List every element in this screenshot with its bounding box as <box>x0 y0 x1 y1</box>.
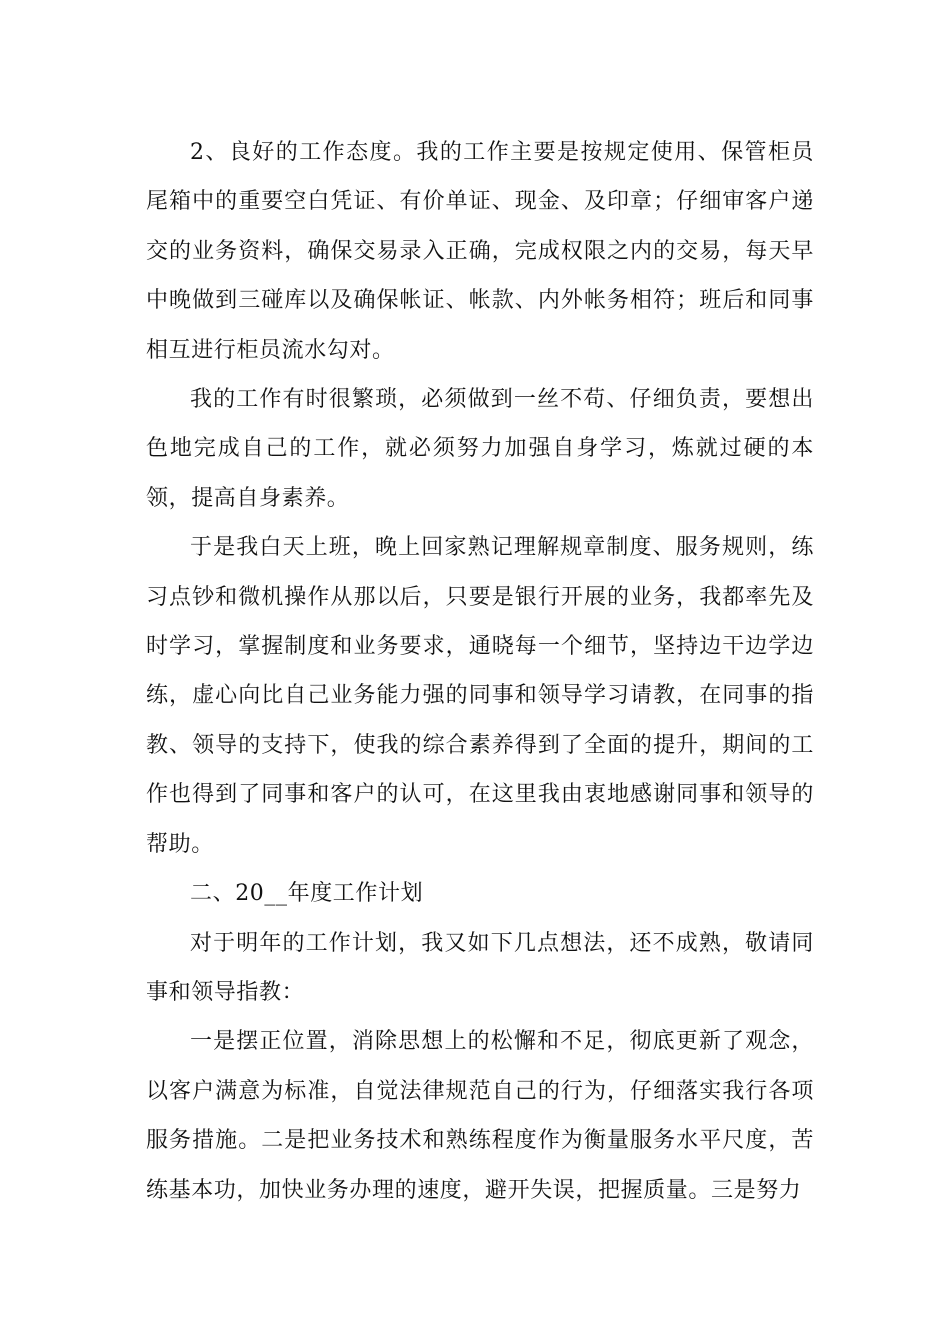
paragraph-diligence: 我的工作有时很繁琐，必须做到一丝不苟、仔细负责，要想出色地完成自己的工作，就必须努力加强自身学习，炼就过硬的本领，提高自身素养。 <box>146 387 814 511</box>
paragraph-plan-items: 一是摆正位置，消除思想上的松懈和不足，彻底更新了观念，以客户满意为标准，自觉法律规范自己的行为，仔细落实我行各项服务措施。二是把业务技术和熟练程度作为衡量服务水平尺度，苦练基本功，加快业务办理的速度，避开失误，把握质量。三是努力 <box>146 1029 814 1203</box>
section-heading-work-plan: 二、20__年度工作计划 <box>190 881 424 907</box>
paragraph-study: 于是我白天上班，晚上回家熟记理解规章制度、服务规则，练习点钞和微机操作从那以后，只要是银行开展的业务，我都率先及时学习，掌握制度和业务要求，通晓每一个细节，坚持边干边学边练，虚心向比自己业务能力强的同事和领导学习请教，在同事的指教、领导的支持下，使我的综合素养得到了全面的提升，期间的工作也得到了同事和客户的认可，在这里我由衷地感谢同事和领导的帮助。 <box>146 535 814 857</box>
document-body <box>146 128 814 1215</box>
paragraph-work-attitude: 2、良好的工作态度。我的工作主要是按规定使用、保管柜员尾箱中的重要空白凭证、有价单证、现金、及印章；仔细审客户递交的业务资料，确保交易录入正确，完成权限之内的交易，每天早中晚做到三碰库以及确保帐证、帐款、内外帐务相符；班后和同事相互进行柜员流水勾对。 <box>146 140 814 363</box>
paragraph-plan-intro: 对于明年的工作计划，我又如下几点想法，还不成熟，敬请同事和领导指教： <box>146 930 814 1005</box>
